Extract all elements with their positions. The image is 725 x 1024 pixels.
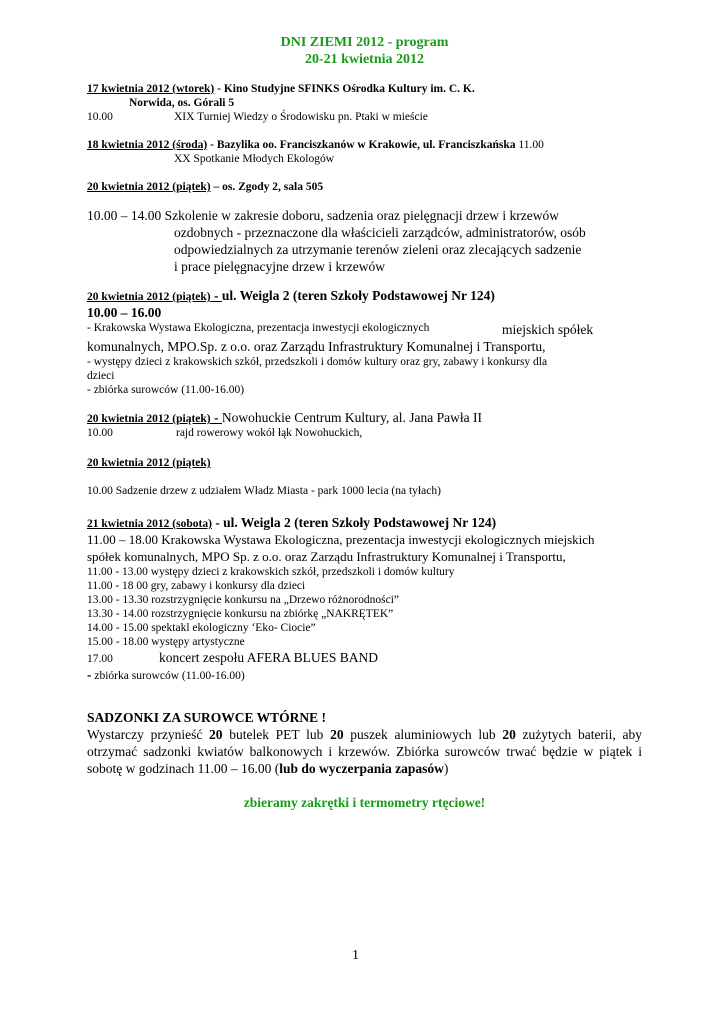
event-place-cont: Norwida, os. Górali 5	[129, 97, 235, 109]
event-desc-line-1: 10.00 – 14.00 Szkolenie w zakresie doboru, sadzenia oraz pielęgnacji drzew i krzewów	[87, 208, 559, 223]
bold-text: lub do wyczerpania zapasów	[279, 761, 444, 776]
event-place: - Bazylika oo. Franciszkanów w Krakowie, ul. Franciszkańska	[207, 139, 516, 151]
event-desc-line-4: i prace pielęgnacyjne drzew i krzewów	[174, 259, 386, 274]
event-20-april-sadzenie	[87, 456, 642, 498]
text-part: puszek aluminiowych lub	[343, 727, 503, 742]
event-time: 10.00 – 16.00	[87, 305, 162, 320]
event-place: – os. Zgody 2, sala 505	[210, 181, 324, 193]
event-place: Nowohuckie Centrum Kultury, al. Jana Pawła II	[221, 410, 482, 425]
document-title	[87, 34, 642, 68]
event-line-6: 13.30 - 14.00 rozstrzygnięcie konkursu na zbiórkę „NAKRĘTEK”	[87, 608, 394, 620]
text-part: butelek PET lub	[222, 727, 331, 742]
event-20-april-zgody	[87, 180, 642, 275]
event-time: 10.00	[87, 427, 113, 439]
event-date: 20 kwietnia 2012 (piątek)	[87, 413, 211, 425]
event-dash: -	[210, 288, 222, 303]
event-line-9: koncert zespołu AFERA BLUES BAND	[159, 650, 378, 665]
text-part: Wystarczy przynieść	[87, 727, 210, 742]
event-line-1: 11.00 – 18.00 Krakowska Wystawa Ekologiczna, prezentacja inwestycji ekologicznych miejskich	[87, 532, 595, 547]
sadzonki-heading: SADZONKI ZA SUROWCE WTÓRNE !	[87, 710, 327, 725]
event-line-4: dzieci	[87, 370, 115, 382]
event-place: ul. Weigla 2 (teren Szkoły Podstawowej Nr 124)	[221, 288, 495, 303]
event-line-4: 11.00 - 18 00 gry, zabawy i konkursy dla dzieci	[87, 580, 306, 592]
footer-note: zbieramy zakrętki i termometry rtęciowe!	[243, 795, 486, 810]
event-20-april-nck	[87, 409, 642, 440]
number: 20	[502, 727, 516, 742]
event-desc: XX Spotkanie Młodych Ekologów	[174, 153, 335, 165]
title-line-1: DNI ZIEMI 2012 - program	[280, 35, 449, 50]
document-page	[87, 34, 642, 811]
event-date: 20 kwietnia 2012 (piątek)	[87, 181, 211, 193]
event-17-april	[87, 82, 642, 124]
event-desc: rajd rowerowy wokół łąk Nowohuckich,	[176, 427, 363, 439]
event-time: 17.00	[87, 653, 113, 665]
event-place: - ul. Weigla 2 (teren Szkoły Podstawowej Nr 124)	[211, 515, 497, 530]
event-line-3: 11.00 - 13.00 występy dzieci z krakowskich szkół, przedszkoli i domów kultury	[87, 566, 455, 578]
text-part: )	[443, 761, 449, 776]
text-part: zużytych baterii, aby otrzymać sadzonki kwiatów balkonowych i krzewów. Zbiórka surowców trwać będzie w piątek i sobotę w godzinach 11.00 – 16.00 (	[87, 727, 642, 776]
event-date: 17 kwietnia 2012 (wtorek)	[87, 83, 215, 95]
event-date: 20 kwietnia 2012 (piątek)	[87, 291, 211, 303]
event-line-7: 14.00 - 15.00 spektakl ekologiczny ‘Eko- Ciocie”	[87, 622, 316, 634]
event-line-2: komunalnych, MPO.Sp. z o.o. oraz Zarządu Infrastruktury Komunalnej i Transportu,	[87, 339, 546, 354]
event-dash: -	[87, 667, 92, 682]
sadzonki-section	[87, 709, 642, 777]
event-line-8: 15.00 - 18.00 występy artystyczne	[87, 636, 245, 648]
event-line-5: - zbiórka surowców (11.00-16.00)	[87, 384, 245, 396]
event-line-1b: miejskich spółek	[502, 322, 594, 337]
event-time: 10.00	[87, 111, 113, 123]
event-line-10: zbiórka surowców (11.00-16.00)	[91, 670, 245, 682]
event-place: - Kino Studyjne SFINKS Ośrodka Kultury im. C. K.	[214, 83, 475, 95]
event-date: 20 kwietnia 2012 (piątek)	[87, 457, 211, 469]
event-line-1a: - Krakowska Wystawa Ekologiczna, prezentacja inwestycji ekologicznych	[87, 322, 430, 334]
title-line-2: 20-21 kwietnia 2012	[305, 52, 424, 67]
event-line-5: 13.00 - 13.30 rozstrzygnięcie konkursu na „Drzewo różnorodności”	[87, 594, 399, 606]
event-line-3: - występy dzieci z krakowskich szkół, przedszkoli i domów kultury oraz gry, zabawy i konkursy dla	[87, 356, 548, 368]
event-date: 21 kwietnia 2012 (sobota)	[87, 518, 212, 530]
event-desc-line-2: ozdobnych - przeznaczone dla właścicieli zarządców, administratorów, osób	[174, 225, 586, 240]
sadzonki-paragraph	[87, 726, 642, 777]
number: 20	[330, 727, 344, 742]
event-desc: 10.00 Sadzenie drzew z udziałem Władz Miasta - park 1000 lecia (na tyłach)	[87, 485, 441, 497]
event-time: 11.00	[515, 139, 544, 151]
event-line-2: spółek komunalnych, MPO Sp. z o.o. oraz Zarządu Infrastruktury Komunalnej i Transportu,	[87, 549, 566, 564]
event-18-april	[87, 138, 642, 166]
event-dash: -	[210, 410, 222, 425]
event-20-april-weigla	[87, 287, 642, 397]
event-desc: XIX Turniej Wiedzy o Środowisku pn. Ptaki w mieście	[174, 111, 428, 123]
event-desc-line-3: odpowiedzialnych za utrzymanie terenów zieleni oraz zlecających sadzenie	[174, 242, 582, 257]
page-number: 1	[352, 948, 359, 963]
number: 20	[209, 727, 223, 742]
event-21-april	[87, 514, 642, 683]
event-date: 18 kwietnia 2012 (środa)	[87, 139, 208, 151]
